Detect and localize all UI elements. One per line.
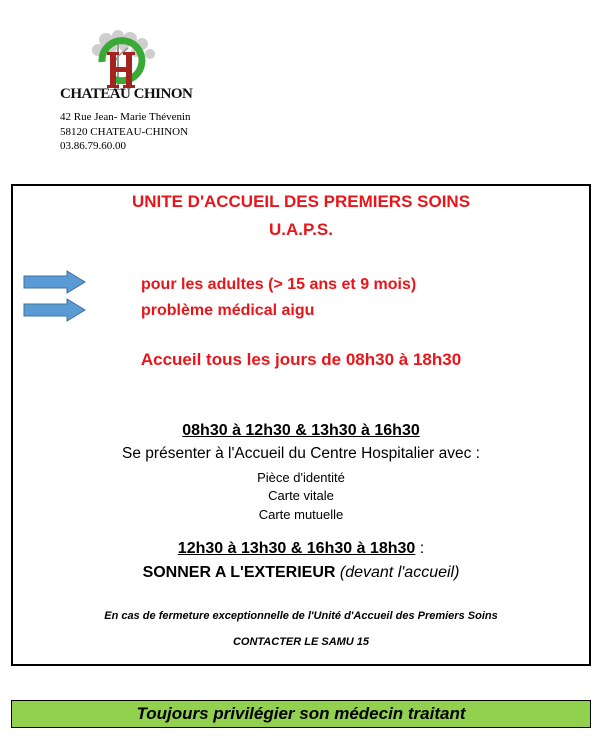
address-city: 58120 CHATEAU-CHINON xyxy=(60,125,189,138)
present-instruction: Se présenter à l'Accueil du Centre Hospitalier avec : xyxy=(122,445,480,462)
tree-with-ch-monogram-logo xyxy=(58,30,218,90)
opening-hours: Accueil tous les jours de 08h30 à 18h30 xyxy=(140,350,462,369)
closure-note: En cas de fermeture exceptionnelle de l'Unité d'Accueil des Premiers Soins xyxy=(104,610,498,622)
required-document: Pièce d'identité xyxy=(257,470,345,485)
hospital-logo xyxy=(58,30,218,110)
schedule-outside-hours: 12h30 à 13h30 & 16h30 à 18h30 xyxy=(177,540,416,557)
required-document: Carte mutuelle xyxy=(258,507,344,522)
uaps-notice-box xyxy=(11,184,591,666)
hospital-address xyxy=(60,110,191,154)
ring-instruction-main: SONNER A L'EXTERIEUR xyxy=(142,564,336,581)
ring-instruction-location: (devant l'accueil) xyxy=(339,564,460,581)
ring-instruction xyxy=(13,564,589,582)
footer-banner: Toujours privilégier son médecin traitant xyxy=(11,700,591,728)
address-phone: 03.86.79.60.00 xyxy=(60,140,126,152)
schedule-outside xyxy=(13,540,589,558)
logo-wordmark: CHATEAU CHINON xyxy=(60,86,193,102)
eligibility-condition: problème médical aigu xyxy=(141,302,315,319)
arrow-right-icon xyxy=(23,270,87,294)
arrow-right-icon xyxy=(23,298,87,322)
address-street: 42 Rue Jean- Marie Thévenin xyxy=(60,111,191,123)
notice-subtitle: U.A.P.S. xyxy=(269,220,333,239)
eligibility-adults: pour les adultes (> 15 ans et 9 mois) xyxy=(141,276,417,293)
schedule-outside-colon: : xyxy=(415,540,425,557)
schedule-desk: 08h30 à 12h30 & 13h30 à 16h30 xyxy=(182,422,420,439)
required-document: Carte vitale xyxy=(268,488,334,503)
samu-contact: CONTACTER LE SAMU 15 xyxy=(232,636,370,648)
notice-title: UNITE D'ACCUEIL DES PREMIERS SOINS xyxy=(131,192,471,211)
